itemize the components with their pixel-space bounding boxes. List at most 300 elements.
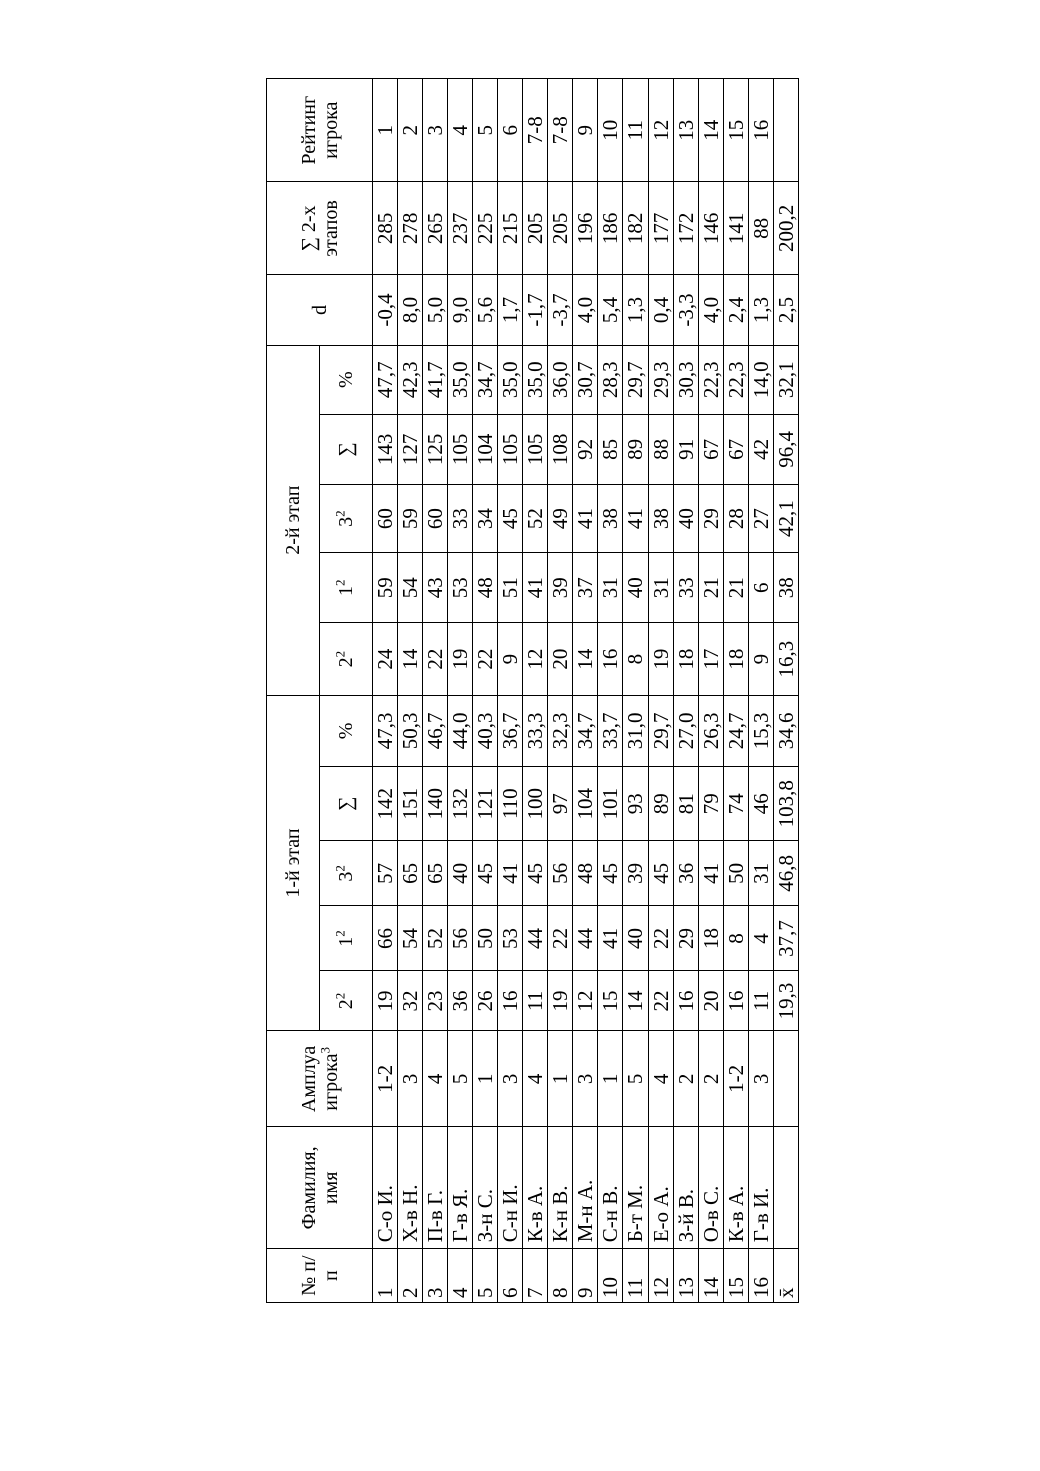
stage2-value: 34,7 <box>473 345 498 414</box>
stage2-value: 29,7 <box>623 345 648 414</box>
stage2-value: 104 <box>473 414 498 484</box>
stage2-value: 59 <box>373 553 398 623</box>
stage1-value: 15,3 <box>748 695 773 766</box>
header-role <box>267 1031 373 1127</box>
sum-two-stages: 265 <box>423 182 448 275</box>
sum-two-stages: 285 <box>373 182 398 275</box>
sub-header-label: 1 <box>335 936 357 947</box>
stage2-value: 53 <box>448 553 473 623</box>
stage1-value: 32 <box>398 971 423 1031</box>
stage2-value: 12 <box>523 623 548 695</box>
d-value: 9,0 <box>448 275 473 345</box>
stage2-value: 19 <box>448 623 473 695</box>
stage2-value: 125 <box>423 414 448 484</box>
stage1-value: 20 <box>698 971 723 1031</box>
player-name: П-в Г. <box>423 1127 448 1249</box>
stage1-value: 24,7 <box>723 695 748 766</box>
stage2-value: 60 <box>373 485 398 553</box>
row-number: 2 <box>398 1249 423 1303</box>
table-row <box>623 79 648 1303</box>
stage1-value: 47,3 <box>373 695 398 766</box>
mean-d-value: 2,5 <box>773 275 798 345</box>
stage1-value: 132 <box>448 767 473 841</box>
player-name: О-в С. <box>698 1127 723 1249</box>
mean-stage1-value: 34,6 <box>773 695 798 766</box>
stage1-value: 11 <box>523 971 548 1031</box>
stage2-value: 41 <box>523 553 548 623</box>
stage2-value: 39 <box>548 553 573 623</box>
stage1-value: 12 <box>573 971 598 1031</box>
stage1-value: 41 <box>698 841 723 906</box>
sub-header-exponent: 2 <box>332 992 348 1000</box>
stage1-value: 18 <box>698 906 723 971</box>
stage2-value: 40 <box>673 485 698 553</box>
mean-stage2-value: 16,3 <box>773 623 798 695</box>
sub-header-exponent: 2 <box>332 865 348 872</box>
stage1-value: 33,7 <box>598 695 623 766</box>
stage1-value: 11 <box>748 971 773 1031</box>
stage1-value: 40 <box>448 841 473 906</box>
d-value: 5,4 <box>598 275 623 345</box>
header-stage2-sub-1 <box>320 553 373 623</box>
table-row <box>748 79 773 1303</box>
stage2-value: 19 <box>648 623 673 695</box>
stage1-value: 81 <box>673 767 698 841</box>
sub-header-label: 2 <box>335 999 357 1010</box>
stage1-value: 66 <box>373 906 398 971</box>
d-value: 1,3 <box>623 275 648 345</box>
stage2-value: 143 <box>373 414 398 484</box>
stage2-value: 27 <box>748 485 773 553</box>
stage1-value: 36 <box>448 971 473 1031</box>
stage1-value: 41 <box>498 841 523 906</box>
stage2-value: 35,0 <box>498 345 523 414</box>
player-rating: 7-8 <box>523 79 548 182</box>
stage2-value: 8 <box>623 623 648 695</box>
stage2-value: 21 <box>698 553 723 623</box>
sub-header-exponent: 2 <box>332 650 348 658</box>
table-row <box>448 79 473 1303</box>
stage2-value: 67 <box>723 414 748 484</box>
stage1-value: 22 <box>648 906 673 971</box>
header-num: № п/п <box>267 1249 373 1303</box>
player-name: М-н А. <box>573 1127 598 1249</box>
stage1-value: 46 <box>748 767 773 841</box>
row-number: 15 <box>723 1249 748 1303</box>
table-row <box>648 79 673 1303</box>
stage2-value: 22 <box>473 623 498 695</box>
player-rating: 12 <box>648 79 673 182</box>
stage2-value: 31 <box>598 553 623 623</box>
stage1-value: 45 <box>598 841 623 906</box>
stage1-value: 50,3 <box>398 695 423 766</box>
stage2-value: 18 <box>673 623 698 695</box>
stage1-value: 89 <box>648 767 673 841</box>
header-stage1-sub-0 <box>320 971 373 1031</box>
player-rating: 5 <box>473 79 498 182</box>
table-row <box>498 79 523 1303</box>
mean-label: x̄ <box>773 1249 798 1303</box>
table-row <box>723 79 748 1303</box>
header-stage2-sub-2 <box>320 485 373 553</box>
stage2-value: 9 <box>498 623 523 695</box>
stage2-value: 105 <box>523 414 548 484</box>
row-number: 10 <box>598 1249 623 1303</box>
sub-header-label: 1 <box>335 586 357 597</box>
player-name: Б-т М. <box>623 1127 648 1249</box>
stage2-value: 91 <box>673 414 698 484</box>
stage2-value: 22,3 <box>698 345 723 414</box>
stage1-value: 32,3 <box>548 695 573 766</box>
d-value: 5,6 <box>473 275 498 345</box>
header-role-footnote: 3 <box>316 1047 332 1054</box>
stage2-value: 14 <box>398 623 423 695</box>
header-stage2: 2-й этап <box>267 345 320 695</box>
player-rating: 6 <box>498 79 523 182</box>
stage1-value: 34,7 <box>573 695 598 766</box>
row-number: 6 <box>498 1249 523 1303</box>
player-role: 5 <box>623 1031 648 1127</box>
player-role: 3 <box>573 1031 598 1127</box>
row-number: 1 <box>373 1249 398 1303</box>
player-role: 1 <box>473 1031 498 1127</box>
header-stage2-sub-3 <box>320 414 373 484</box>
player-role: 4 <box>523 1031 548 1127</box>
header-stage2-sub-0 <box>320 623 373 695</box>
stage2-value: 60 <box>423 485 448 553</box>
player-name: К-н В. <box>548 1127 573 1249</box>
player-role: 3 <box>498 1031 523 1127</box>
stage2-value: 54 <box>398 553 423 623</box>
stage1-value: 15 <box>598 971 623 1031</box>
player-role: 1 <box>598 1031 623 1127</box>
player-rating: 16 <box>748 79 773 182</box>
table-row <box>673 79 698 1303</box>
d-value: 8,0 <box>398 275 423 345</box>
table-row <box>573 79 598 1303</box>
player-name: Г-в И. <box>748 1127 773 1249</box>
stage1-value: 36,7 <box>498 695 523 766</box>
header-stage1-sub-3 <box>320 767 373 841</box>
d-value: 0,4 <box>648 275 673 345</box>
stage1-value: 16 <box>498 971 523 1031</box>
stage1-value: 50 <box>723 841 748 906</box>
stage2-value: 35,0 <box>523 345 548 414</box>
stage1-value: 48 <box>573 841 598 906</box>
stage1-value: 140 <box>423 767 448 841</box>
stage1-value: 19 <box>373 971 398 1031</box>
sub-header-label: % <box>335 371 357 389</box>
stage1-value: 52 <box>423 906 448 971</box>
d-value: 4,0 <box>573 275 598 345</box>
stage2-value: 24 <box>373 623 398 695</box>
mean-stage2-value: 38 <box>773 553 798 623</box>
d-value: 1,3 <box>748 275 773 345</box>
stage1-value: 65 <box>398 841 423 906</box>
header-d: d <box>267 275 373 345</box>
stage2-value: 40 <box>623 553 648 623</box>
stage2-value: 88 <box>648 414 673 484</box>
stage1-value: 31 <box>748 841 773 906</box>
stage1-value: 50 <box>473 906 498 971</box>
stage1-value: 100 <box>523 767 548 841</box>
header-rating: Рейтинг игрока <box>267 79 373 182</box>
stage1-value: 151 <box>398 767 423 841</box>
stage2-value: 31 <box>648 553 673 623</box>
stage2-value: 35,0 <box>448 345 473 414</box>
player-name: Е-о А. <box>648 1127 673 1249</box>
player-role: 1-2 <box>373 1031 398 1127</box>
stage2-value: 9 <box>748 623 773 695</box>
stage1-value: 16 <box>673 971 698 1031</box>
table-row <box>373 79 398 1303</box>
stage2-value: 108 <box>548 414 573 484</box>
player-role: 3 <box>398 1031 423 1127</box>
stage1-value: 121 <box>473 767 498 841</box>
stage2-value: 20 <box>548 623 573 695</box>
stage1-value: 14 <box>623 971 648 1031</box>
header-stage1-sub-1 <box>320 906 373 971</box>
sub-header-exponent: 2 <box>332 510 348 517</box>
stage1-value: 41 <box>598 906 623 971</box>
player-rating: 13 <box>673 79 698 182</box>
row-number: 8 <box>548 1249 573 1303</box>
sum-two-stages: 88 <box>748 182 773 275</box>
row-number: 12 <box>648 1249 673 1303</box>
mean-sum-value: 200,2 <box>773 182 798 275</box>
stage2-value: 42 <box>748 414 773 484</box>
sub-header-exponent: 2 <box>332 930 348 937</box>
d-value: 4,0 <box>698 275 723 345</box>
mean-name-empty <box>773 1127 798 1249</box>
d-value: -3,7 <box>548 275 573 345</box>
player-name: К-в А. <box>523 1127 548 1249</box>
stage2-value: 42,3 <box>398 345 423 414</box>
stage1-value: 110 <box>498 767 523 841</box>
stage2-value: 92 <box>573 414 598 484</box>
stage2-value: 67 <box>698 414 723 484</box>
header-role-label: Амплуа игрока <box>297 1045 342 1113</box>
stage2-value: 22,3 <box>723 345 748 414</box>
d-value: -3,3 <box>673 275 698 345</box>
player-name: Х-в Н. <box>398 1127 423 1249</box>
sum-two-stages: 186 <box>598 182 623 275</box>
stage1-value: 44 <box>523 906 548 971</box>
sum-two-stages: 205 <box>523 182 548 275</box>
stage2-value: 33 <box>673 553 698 623</box>
player-rating: 7-8 <box>548 79 573 182</box>
stage2-value: 37 <box>573 553 598 623</box>
stage2-value: 45 <box>498 485 523 553</box>
sum-two-stages: 278 <box>398 182 423 275</box>
stage1-value: 29,7 <box>648 695 673 766</box>
header-stage1: 1-й этап <box>267 695 320 1031</box>
stage1-value: 45 <box>523 841 548 906</box>
stage1-value: 27,0 <box>673 695 698 766</box>
header-stage1-sub-4 <box>320 695 373 766</box>
player-name: С-о И. <box>373 1127 398 1249</box>
stage1-value: 23 <box>423 971 448 1031</box>
player-name: З-н С. <box>473 1127 498 1249</box>
player-rating: 1 <box>373 79 398 182</box>
row-number: 4 <box>448 1249 473 1303</box>
stage2-value: 21 <box>723 553 748 623</box>
stage2-value: 49 <box>548 485 573 553</box>
d-value: -1,7 <box>523 275 548 345</box>
stage2-value: 47,7 <box>373 345 398 414</box>
stage1-value: 8 <box>723 906 748 971</box>
stage2-value: 85 <box>598 414 623 484</box>
stage1-value: 4 <box>748 906 773 971</box>
stage2-value: 41,7 <box>423 345 448 414</box>
mean-rating-empty <box>773 79 798 182</box>
stage2-value: 89 <box>623 414 648 484</box>
row-number: 13 <box>673 1249 698 1303</box>
row-number: 3 <box>423 1249 448 1303</box>
stage2-value: 36,0 <box>548 345 573 414</box>
stage2-value: 14 <box>573 623 598 695</box>
table-row <box>523 79 548 1303</box>
player-rating: 3 <box>423 79 448 182</box>
stage1-value: 56 <box>548 841 573 906</box>
sub-header-label: ∑ <box>335 796 357 811</box>
row-number: 7 <box>523 1249 548 1303</box>
stage2-value: 59 <box>398 485 423 553</box>
mean-stage2-value: 96,4 <box>773 414 798 484</box>
player-rating: 15 <box>723 79 748 182</box>
player-role: 5 <box>448 1031 473 1127</box>
player-rating: 9 <box>573 79 598 182</box>
mean-stage2-value: 42,1 <box>773 485 798 553</box>
stage2-value: 33 <box>448 485 473 553</box>
stage2-value: 29,3 <box>648 345 673 414</box>
mean-stage1-value: 37,7 <box>773 906 798 971</box>
stage2-value: 38 <box>598 485 623 553</box>
table-row <box>473 79 498 1303</box>
header-stage1-sub-2 <box>320 841 373 906</box>
stage2-value: 18 <box>723 623 748 695</box>
mean-row <box>773 79 798 1303</box>
sum-two-stages: 182 <box>623 182 648 275</box>
sum-two-stages: 146 <box>698 182 723 275</box>
table-row <box>598 79 623 1303</box>
mean-stage1-value: 46,8 <box>773 841 798 906</box>
row-number: 14 <box>698 1249 723 1303</box>
stage1-value: 142 <box>373 767 398 841</box>
player-rating: 10 <box>598 79 623 182</box>
stage2-value: 30,7 <box>573 345 598 414</box>
mean-stage1-value: 19,3 <box>773 971 798 1031</box>
stage1-value: 26,3 <box>698 695 723 766</box>
stage1-value: 26 <box>473 971 498 1031</box>
stage2-value: 28 <box>723 485 748 553</box>
stage1-value: 97 <box>548 767 573 841</box>
mean-stage2-value: 32,1 <box>773 345 798 414</box>
rotated-table-container <box>266 78 799 1303</box>
sum-two-stages: 172 <box>673 182 698 275</box>
sub-header-label: 3 <box>335 516 357 527</box>
stage1-value: 33,3 <box>523 695 548 766</box>
stage2-value: 29 <box>698 485 723 553</box>
sub-header-label: 2 <box>335 657 357 668</box>
stage1-value: 57 <box>373 841 398 906</box>
table-row <box>698 79 723 1303</box>
row-number: 9 <box>573 1249 598 1303</box>
player-name: З-й В. <box>673 1127 698 1249</box>
stage2-value: 14,0 <box>748 345 773 414</box>
stage2-value: 41 <box>623 485 648 553</box>
sum-two-stages: 177 <box>648 182 673 275</box>
player-rating-table <box>266 78 799 1303</box>
player-role: 2 <box>698 1031 723 1127</box>
stage1-value: 79 <box>698 767 723 841</box>
sub-header-exponent: 2 <box>332 579 348 587</box>
table-row <box>423 79 448 1303</box>
header-stage2-sub-4 <box>320 345 373 414</box>
d-value: 2,4 <box>723 275 748 345</box>
stage2-value: 43 <box>423 553 448 623</box>
stage2-value: 105 <box>498 414 523 484</box>
player-name: С-н И. <box>498 1127 523 1249</box>
stage1-value: 40 <box>623 906 648 971</box>
sum-two-stages: 215 <box>498 182 523 275</box>
player-rating: 4 <box>448 79 473 182</box>
stage2-value: 127 <box>398 414 423 484</box>
d-value: 5,0 <box>423 275 448 345</box>
player-name: С-н В. <box>598 1127 623 1249</box>
stage2-value: 52 <box>523 485 548 553</box>
player-rating: 11 <box>623 79 648 182</box>
d-value: -0,4 <box>373 275 398 345</box>
stage1-value: 65 <box>423 841 448 906</box>
stage1-value: 53 <box>498 906 523 971</box>
stage1-value: 31,0 <box>623 695 648 766</box>
sub-header-label: % <box>335 722 357 740</box>
player-role: 3 <box>748 1031 773 1127</box>
stage1-value: 46,7 <box>423 695 448 766</box>
stage2-value: 22 <box>423 623 448 695</box>
mean-stage1-value: 103,8 <box>773 767 798 841</box>
row-number: 11 <box>623 1249 648 1303</box>
stage1-value: 44,0 <box>448 695 473 766</box>
stage2-value: 48 <box>473 553 498 623</box>
stage1-value: 40,3 <box>473 695 498 766</box>
stage2-value: 34 <box>473 485 498 553</box>
player-role: 1-2 <box>723 1031 748 1127</box>
table-row <box>548 79 573 1303</box>
stage1-value: 45 <box>473 841 498 906</box>
stage1-value: 29 <box>673 906 698 971</box>
stage2-value: 51 <box>498 553 523 623</box>
stage1-value: 54 <box>398 906 423 971</box>
stage2-value: 30,3 <box>673 345 698 414</box>
sum-two-stages: 205 <box>548 182 573 275</box>
row-number: 5 <box>473 1249 498 1303</box>
stage1-value: 36 <box>673 841 698 906</box>
player-name: Г-в Я. <box>448 1127 473 1249</box>
stage1-value: 39 <box>623 841 648 906</box>
sub-header-label: 3 <box>335 871 357 882</box>
sum-two-stages: 237 <box>448 182 473 275</box>
table-row <box>398 79 423 1303</box>
stage1-value: 101 <box>598 767 623 841</box>
sub-header-label: ∑ <box>335 442 357 457</box>
stage2-value: 16 <box>598 623 623 695</box>
player-role: 4 <box>423 1031 448 1127</box>
header-sum2: ∑ 2-х этапов <box>267 182 373 275</box>
stage1-value: 16 <box>723 971 748 1031</box>
header-name: Фамилия, имя <box>267 1127 373 1249</box>
